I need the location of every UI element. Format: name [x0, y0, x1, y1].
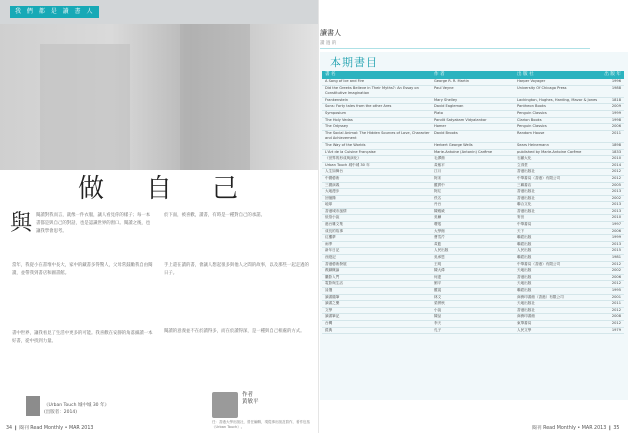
- cell-author: Herbert George Wells: [434, 142, 473, 147]
- cell-title: The Holy Vedas: [325, 117, 353, 122]
- cell-author: 李天: [434, 320, 442, 325]
- cell-title: 香港藝術發展: [325, 261, 347, 266]
- cell-year: 2012: [611, 307, 621, 312]
- cell-title: L'Art de la Cuisine Française: [325, 149, 376, 154]
- cell-title: The Odyssey: [325, 124, 349, 129]
- table-row: [322, 118, 624, 125]
- author-avatar: [212, 392, 238, 418]
- table-row: [322, 189, 624, 196]
- cell-year: 2012: [611, 175, 621, 180]
- table-body: [322, 79, 624, 334]
- cell-year: 2002: [611, 268, 621, 273]
- cell-title: 讀書隨筆: [325, 294, 340, 299]
- book-caption: 《Urban Touch 城中城 30 年》 (出版者：2014): [44, 403, 109, 415]
- cell-publisher: Penguin Classics: [517, 110, 547, 115]
- cell-publisher: Penguin Classics: [517, 124, 547, 129]
- cell-publisher: Random House: [517, 130, 545, 135]
- cell-publisher: 聯經出版: [517, 288, 532, 292]
- cell-year: 2013: [611, 241, 621, 246]
- table-row: [322, 98, 624, 105]
- cell-title: The Way of the Worlds: [325, 142, 366, 147]
- cell-author: 羅貫中: [434, 182, 445, 187]
- table-row: [322, 229, 624, 236]
- article-paragraph: 閱讀對我而言，就像一件衣服，讓人看見你的樣子；每一本書都是與自己的對話，也是認識世界的窗口。閱讀之後，也讓我學會思考。: [36, 213, 151, 234]
- cell-publisher: 聯經出版: [517, 235, 532, 240]
- table-row: [322, 156, 624, 163]
- article-paragraph: 當年，我從小在書堆中長大，家中的藏書多得驚人，父母常鼓勵我自由閱讀，並帶我到書店和圖書館。: [12, 263, 153, 276]
- cell-publisher: 天地出版: [517, 268, 532, 273]
- cell-author: 大學館: [434, 228, 445, 233]
- cell-author: 佚名: [434, 195, 442, 200]
- cell-author: Marie-Antoine (Antonin) Carême: [434, 149, 493, 154]
- cell-publisher: Lackington, Hughes, Harding, Mavor & Jones: [517, 97, 598, 102]
- table-row: [322, 262, 624, 269]
- cell-author: 羅賓: [434, 288, 442, 292]
- cell-title: 成長的故事: [325, 228, 343, 233]
- cell-year: 2015: [611, 248, 621, 253]
- cell-year: 2013: [611, 202, 621, 207]
- cell-year: 2005: [611, 182, 621, 187]
- cell-year: 2006: [611, 228, 621, 233]
- cell-year: 2008: [611, 314, 621, 319]
- cell-title: 攝影入門: [325, 274, 340, 279]
- cell-title: Frankenstein: [325, 97, 348, 102]
- cell-publisher: 商務印書館: [517, 314, 535, 319]
- cell-year: 1997: [611, 222, 621, 227]
- column-label: 讀書人: [320, 29, 341, 37]
- cell-author: 人民出版: [434, 248, 449, 253]
- cell-year: 2002: [611, 195, 621, 200]
- article-paragraph: 閱讀的意義並不在於讀得多，而在於讀得深，是一種與自己相處的方式。: [164, 329, 305, 334]
- page-gutter: [318, 0, 319, 433]
- cell-title: 雨季: [325, 241, 333, 246]
- table-row: [322, 150, 624, 157]
- article-paragraph: 手上還在讀的書，會讓人想起很多與他人之間的故事，以及那些一起走過的日子。: [164, 263, 309, 276]
- header-title: 書 名: [325, 72, 336, 77]
- drop-cap: 與: [10, 211, 33, 236]
- author-name: 作者 黃敏平: [242, 392, 259, 405]
- cell-title: Sons: Forty tales from the other Ares: [325, 104, 392, 109]
- cell-author: Mary Shelley: [434, 97, 458, 102]
- divider: [320, 48, 590, 49]
- table-row: [322, 314, 624, 321]
- cell-title: 戲劇概論: [325, 268, 340, 273]
- author-description: 任：香港大學出版社，曾任編輯，現從事出版及寫作，著作包括《Urban Touch》。: [212, 420, 310, 429]
- page-footer-right: 閱刊 Read Monthly • MAR 2013 ❙ 35: [532, 426, 620, 431]
- cell-title: A Song of Ice and Fire: [325, 79, 365, 83]
- cell-title: 地球: [325, 202, 333, 207]
- table-row: [322, 222, 624, 229]
- table-row: [322, 288, 624, 295]
- cell-year: 1998: [611, 117, 621, 122]
- title-char-1: 做: [78, 174, 105, 204]
- table-row: [322, 131, 624, 143]
- cell-title: 文學: [325, 307, 333, 312]
- cell-author: 江月: [434, 169, 442, 174]
- cell-year: 2012: [611, 281, 621, 286]
- table-row: [322, 163, 624, 170]
- booklist-table: [322, 71, 624, 334]
- cell-author: 劉平: [434, 281, 442, 286]
- cell-publisher: 商務印書館（香港）有限公司: [517, 294, 564, 299]
- cell-year: 1833: [611, 149, 621, 154]
- cell-title: 紅樓夢: [325, 235, 336, 240]
- cell-year: 2010: [611, 156, 621, 161]
- cell-title: 人生如舞台: [325, 169, 343, 174]
- cell-year: 1999: [611, 110, 621, 115]
- table-row: [322, 79, 624, 86]
- cell-publisher: 天地出版: [517, 281, 532, 286]
- section-label: 我 們 都 是 讀 書 人: [10, 6, 99, 18]
- cell-publisher: 香港出版社: [517, 208, 535, 213]
- cell-author: Homer: [434, 124, 447, 129]
- cell-year: 1979: [611, 327, 621, 332]
- cell-publisher: 中華書局（香港）有限公司: [517, 175, 561, 180]
- cell-year: 2009: [611, 104, 621, 109]
- cell-year: 2006: [611, 124, 621, 129]
- table-row: [322, 209, 624, 216]
- cell-publisher: Harper Voyager: [517, 79, 546, 83]
- table-row: [322, 275, 624, 282]
- cell-title: 新年日記: [325, 248, 340, 253]
- cell-author: 林文: [434, 294, 442, 299]
- cell-title: 《世界的形成與演化》: [325, 156, 361, 161]
- table-row: [322, 328, 624, 335]
- cell-year: 2013: [611, 189, 621, 194]
- title-char-3: 己: [212, 174, 239, 204]
- cell-year: 1818: [611, 97, 621, 102]
- feature-photo: [0, 24, 318, 170]
- cell-publisher: 聯合文化: [517, 202, 532, 207]
- cell-author: 吳爾: [434, 215, 442, 220]
- cell-year: 1999: [611, 235, 621, 240]
- cell-title: 港台雜文集: [325, 222, 343, 227]
- cell-year: 2012: [611, 169, 621, 174]
- cell-author: 黃敏平: [434, 162, 445, 167]
- cell-author: 陳大偉: [434, 268, 445, 273]
- cell-year: 2012: [611, 261, 621, 266]
- table-row: [322, 308, 624, 315]
- article-paragraph: 於下面，被喜歡，讀書，有時是一種對自己的承諾。: [164, 213, 265, 218]
- cell-title: 詩選: [325, 288, 333, 292]
- cell-publisher: Pantheon Books: [517, 104, 546, 109]
- cell-publisher: 天下: [517, 228, 525, 233]
- cell-publisher: 香港出版社: [517, 189, 535, 194]
- cell-title: 經典: [325, 327, 333, 332]
- cell-publisher: 人民出版: [517, 248, 532, 253]
- cell-publisher: 香港出版社: [517, 169, 535, 174]
- table-row: [322, 281, 624, 288]
- cell-year: 2006: [611, 274, 621, 279]
- cell-publisher: 香港出版社: [517, 195, 535, 200]
- cell-author: 阿紅: [434, 189, 442, 194]
- header-publisher: 出 版 社: [517, 72, 534, 77]
- table-row: [322, 268, 624, 275]
- book-cover-image: [26, 396, 40, 416]
- cell-title: 香港城市風情: [325, 208, 347, 213]
- cell-year: 1995: [611, 288, 621, 292]
- cell-title: The Social Animal: The Hidden Sources of Love, Character and Achievement: [325, 130, 430, 141]
- table-row: [322, 235, 624, 242]
- table-row: [322, 124, 624, 131]
- table-row: [322, 215, 624, 222]
- table-row: [322, 86, 624, 98]
- cell-year: 2012: [611, 320, 621, 325]
- table-row: [322, 104, 624, 111]
- cell-publisher: University Of Chicago Press: [517, 85, 567, 90]
- cell-year: 2010: [611, 215, 621, 220]
- cell-publisher: 天地出版社: [517, 301, 535, 306]
- cell-author: Paul Veyne: [434, 85, 454, 90]
- cell-author: 何達: [434, 274, 442, 279]
- table-row: [322, 143, 624, 150]
- cell-author: 吳承恩: [434, 255, 445, 260]
- cell-publisher: Clarion Books: [517, 117, 542, 122]
- table-header: [322, 71, 624, 79]
- cell-publisher: 聯經出版: [517, 255, 532, 260]
- cell-title: Symposium: [325, 110, 347, 115]
- cell-author: George R. R. Martin: [434, 79, 470, 83]
- cell-title: Urban Touch 城中城 30 年: [325, 162, 370, 167]
- cell-title: 西遊記: [325, 255, 336, 260]
- cell-publisher: 石鐵大化: [517, 156, 532, 161]
- table-row: [322, 301, 624, 308]
- table-row: [322, 183, 624, 190]
- cell-year: 2011: [611, 130, 621, 135]
- cell-publisher: 三聯書店: [517, 182, 532, 187]
- table-row: [322, 242, 624, 249]
- cell-publisher: 麥田: [517, 215, 525, 220]
- table-row: [322, 295, 624, 302]
- cell-publisher: Sears Heinemann: [517, 142, 549, 147]
- cell-publisher: 香港出版: [517, 274, 532, 279]
- cell-title: 電影與生活: [325, 281, 343, 286]
- cell-author: 陳品: [434, 314, 442, 319]
- cell-title: 中國藝術: [325, 175, 340, 180]
- cell-author: David Brooks: [434, 130, 458, 135]
- cell-author: 丹台: [434, 202, 442, 207]
- cell-title: 低俗小說: [325, 215, 340, 220]
- header-author: 作 者: [434, 72, 445, 77]
- table-row: [322, 176, 624, 183]
- header-year: 出 版 年: [604, 72, 621, 77]
- cell-author: Pandit Satyakam Vidyalankar: [434, 117, 487, 122]
- cell-title: 讀書之樂: [325, 301, 340, 306]
- table-row: [322, 202, 624, 209]
- cell-publisher: 中華書局: [517, 222, 532, 227]
- cell-title: 讀書筆記: [325, 314, 340, 319]
- cell-publisher: 聯經出版: [517, 241, 532, 246]
- cell-publisher: 香港出版社: [517, 307, 535, 312]
- table-row: [322, 111, 624, 118]
- cell-title: 大地漫步: [325, 189, 340, 194]
- cell-author: 毛澤鼎: [434, 156, 445, 161]
- table-row: [322, 321, 624, 328]
- cell-year: 2011: [611, 301, 621, 306]
- cell-title: 台灣: [325, 320, 333, 325]
- table-row: [322, 248, 624, 255]
- cell-publisher: 人民文學: [517, 327, 532, 332]
- table-row: [322, 169, 624, 176]
- cell-author: Plato: [434, 110, 443, 115]
- cell-year: 1996: [611, 79, 621, 83]
- cell-year: 2001: [611, 294, 621, 299]
- cell-year: 2013: [611, 208, 621, 213]
- cell-title: 回憶錄: [325, 195, 336, 200]
- cell-year: 1981: [611, 255, 621, 260]
- cell-author: 孔子: [434, 327, 442, 332]
- cell-year: 1988: [611, 85, 621, 90]
- cell-author: 黃藍: [434, 241, 442, 246]
- cell-author: 曹雪芹: [434, 235, 445, 240]
- cell-publisher: 東華書局: [517, 320, 532, 325]
- page-footer-left: 34 ❙ 閱刊 Read Monthly • MAR 2013: [6, 426, 94, 431]
- panel-title: 本期書目: [330, 56, 378, 69]
- cell-publisher: 立得堂: [517, 162, 528, 167]
- title-char-2: 自: [146, 174, 173, 204]
- cell-author: 阿宋: [434, 175, 442, 180]
- cell-author: 梁實秋: [434, 301, 445, 306]
- cell-publisher: published by Marie-Antoine Carême: [517, 149, 582, 154]
- cell-author: David Eagleman: [434, 104, 464, 109]
- cell-author: 陳雅威: [434, 208, 445, 213]
- cell-year: 2014: [611, 162, 621, 167]
- cell-title: 三國演義: [325, 182, 340, 187]
- cell-author: 小說: [434, 307, 442, 312]
- article-paragraph: 書中世界，讓我看見了生活中更多的可能。我喜歡在安靜的角落細讀一本好書，從中找到力量。: [12, 331, 153, 344]
- cell-author: 王明: [434, 261, 442, 266]
- table-row: [322, 196, 624, 203]
- cell-publisher: 中華書局（香港）有限公司: [517, 261, 561, 266]
- cell-author: 瓊瑤: [434, 222, 442, 227]
- cell-year: 1898: [611, 142, 621, 147]
- column-sublabel: 讀 過 的: [320, 41, 337, 46]
- table-row: [322, 255, 624, 262]
- cell-title: Did the Greeks Believe in Their Myths?: An Essay on Constitutive Imagination: [325, 85, 419, 96]
